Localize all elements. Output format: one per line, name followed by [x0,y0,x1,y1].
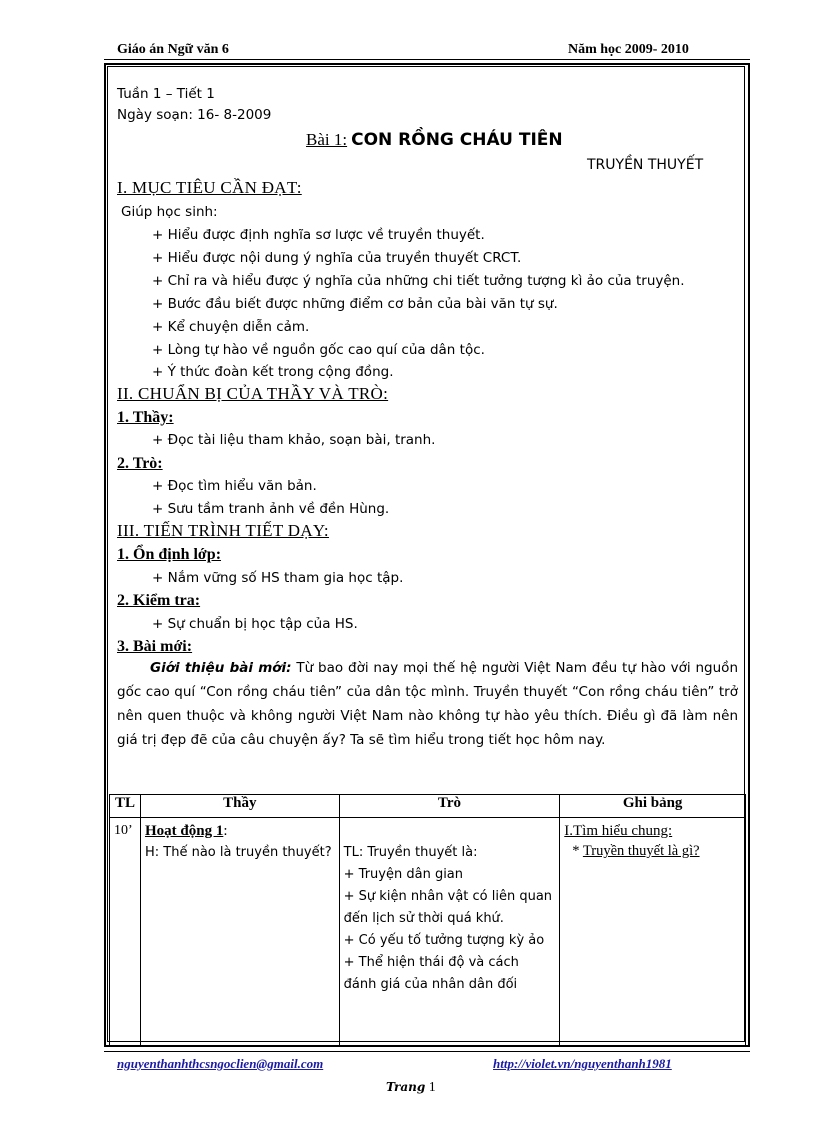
intro-text: Từ bao đời nay mọi thế hệ người Việt Nam đều tự hào với nguồn gốc cao quí “Con rồng cháu tiên” của dân tộc mình. Truyền thuyết “Con rồng cháu tiên” trở nên quen thuộc và không người Việt Nam nào không tự hào yêu thích. Điều gì đã làm nên giá trị đẹp đẽ của câu chuyện ấy? Ta sẽ tìm hiểu trong tiết học hôm nay. [117,660,738,748]
footer-rule [104,1051,750,1052]
footer-email[interactable]: nguyenthanhthcsngoclien@gmail.com [117,1056,324,1071]
board-item-line: * Truyền thuyết là gì? [572,843,700,859]
section2-title: II. CHUẨN BỊ CỦA THẦY VÀ TRÒ: [117,384,389,403]
header-teacher: Thầy [140,795,339,818]
objective-item: + Ý thức đoàn kết trong cộng đồng. [152,364,394,380]
objective-item: + Kể chuyện diễn cảm. [152,319,310,335]
intro-label: Giới thiệu bài mới: [150,660,292,676]
student-answer-line: + Có yếu tố tưởng tượng kỳ ảo [343,933,545,948]
teacher-label: 1. Thầy: [117,409,174,426]
student-answer-line: + Sự kiện nhân vật có liên quan đến lịch sử thời quá khứ. [343,889,553,926]
student-answer-line: + Truyện dân gian [343,867,464,882]
table-header-row [110,795,746,818]
header-right: Năm học 2009- 2010 [568,42,689,57]
teacher-item: + Đọc tài liệu tham khảo, soạn bài, tranh. [152,432,436,448]
lesson-title: CON RỒNG CHÁU TIÊN [351,130,563,150]
student-item: + Sưu tầm tranh ảnh về đền Hùng. [152,501,390,517]
objective-item: + Hiểu được nội dung ý nghĩa của truyền thuyết CRCT. [152,250,522,266]
header-left: Giáo án Ngữ văn 6 [117,42,229,57]
board-title: I.Tìm hiểu chung: [564,823,673,839]
table-row [110,818,746,1047]
lesson-genre: TRUYỀN THUYẾT [587,157,704,173]
section3-title: III. TIẾN TRÌNH TIẾT DẠY: [117,521,329,540]
intro-paragraph [117,656,738,752]
cell-board [560,818,746,1047]
activity-heading: Hoạt động 1: [144,823,228,839]
page-number: Trang 1 [386,1080,436,1095]
step1-label: 1. Ổn định lớp: [117,546,222,563]
header-board: Ghi bảng [560,795,746,818]
footer-url[interactable]: http://violet.vn/nguyenthanh1981 [493,1056,672,1071]
objective-item: + Bước đầu biết được những điểm cơ bản của bài văn tự sự. [152,296,558,312]
section1-title: I. MỤC TIÊU CẦN ĐẠT: [117,178,302,197]
step2-label: 2. Kiểm tra: [117,592,201,609]
teacher-question: H: Thế nào là truyền thuyết? [144,845,332,860]
header-student: Trò [339,795,560,818]
board-item: Truyền thuyết là gì? [582,843,700,859]
objective-item: + Chỉ ra và hiểu được ý nghĩa của những chi tiết tưởng tượng kì ảo của truyện. [152,273,685,289]
cell-teacher [140,818,339,1047]
objective-item: + Hiểu được định nghĩa sơ lược về truyền thuyết. [152,227,485,243]
step2-item: + Sự chuẩn bị học tập của HS. [152,616,358,632]
step1-item: + Nắm vững số HS tham gia học tập. [152,570,404,586]
cell-time: 10’ [110,818,141,1047]
lesson-label: Bài 1: [306,130,348,149]
step3-label: 3. Bài mới: [117,638,193,655]
objective-item: + Lòng tự hào về nguồn gốc cao quí của dân tộc. [152,342,485,358]
student-answer-line: TL: Truyền thuyết là: [343,845,478,860]
header-tl: TL [110,795,141,818]
activity-label: Hoạt động 1 [144,823,224,839]
date-line: Ngày soạn: 16- 8-2009 [117,107,272,123]
student-answer-line: + Thể hiện thái độ và cách đánh giá của nhân dân đối [343,955,519,992]
week-line: Tuần 1 – Tiết 1 [117,86,215,102]
cell-student [339,818,560,1047]
header-rule [104,59,750,60]
student-label: 2. Trò: [117,455,163,472]
lesson-title-line [306,130,563,150]
student-item: + Đọc tìm hiểu văn bản. [152,478,317,494]
section1-intro: Giúp học sinh: [121,204,218,220]
lesson-plan-table [109,794,746,1047]
